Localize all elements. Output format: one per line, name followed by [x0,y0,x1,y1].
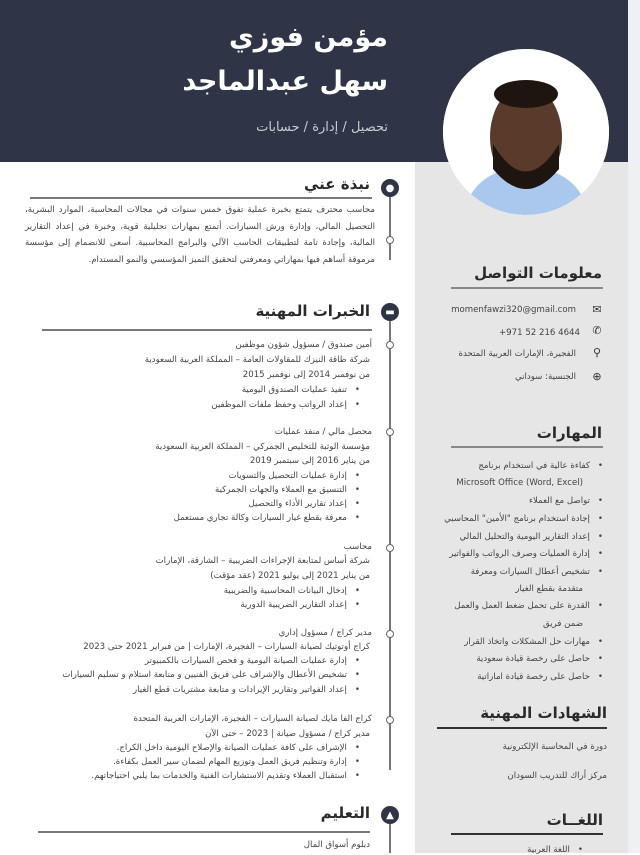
bullet-item: • إدارة وتنظيم فريق العمل وتوزيع المهام لضمان سير العمل بكفاءة. [113,757,360,767]
skill-item: • القدرة على تحمل ضغط العمل والعمل [454,601,603,611]
date-range: من يناير 2021 إلى يوليو 2021 (عقد مؤقت) [210,571,370,581]
divider [451,833,603,835]
certification-item: دورة في المحاسبة الإلكترونية [502,742,607,752]
timeline-dot [386,544,394,552]
bullet-item: • إعداد الرواتب وحفظ ملفات الموظفين [211,400,360,410]
timeline-line [389,195,391,260]
skill-item: • حاصل على رخصة قيادة سعودية [476,654,603,664]
timeline-line [389,823,391,853]
company: شركة طاقة النيزك للمقاولات العامة – المملكة العربية السعودية [144,355,370,365]
bullet-item: • استقبال العملاء وتقديم الاستشارات الفنية والخدمات بما يلبي احتياجاتهم. [91,771,360,781]
date-range: من نوفمبر 2014 إلى نوفمبر 2015 [242,370,370,380]
divider [451,287,603,289]
about-title: نبذة عني [303,175,370,193]
job-title: مدير كراج / مسؤول إداري [278,628,372,638]
job-title: محصل مالي / منفذ عمليات [274,427,372,437]
divider [451,446,603,448]
bullet-item: • معرفة بقطع غيار السيارات وكالة تجاري مستعمل [174,513,360,523]
date-range: من يناير 2016 إلى سبتمبر 2019 [249,456,370,466]
bullet-item: • إدارة عمليات الصيانة اليومية و فحص السيارات بالكمبيوتر [145,656,360,666]
skill-item: • إجادة استخدام برنامج "الأمين" المحاسبي [444,514,603,524]
bullet-item: • إعداد الفواتير وتقارير الإيرادات و متابعة مشتريات قطع الغيار [133,685,360,695]
certification-item: مركز أراك للتدريب السودان [507,771,607,781]
profile-photo [443,49,609,215]
skill-item-continued: Microsoft Office (Word, Excel) [456,478,583,488]
bullet-item: • إدخال البيانات المحاسبية والضريبية [224,586,360,596]
location-pin-icon: ⚲ [592,346,602,359]
skill-item: • مهارات حل المشكلات واتخاذ القرار [464,637,603,647]
contact-title: معلومات التواصل [474,264,602,282]
job-title: مدير كراج / مسؤول صيانة | 2023 – حتى الآن [205,729,370,739]
graduation-cap-icon: ▲ [381,806,399,824]
job-title: أمين صندوق / مسؤول شؤون موظفين [235,340,372,350]
first-name: مؤمن فوزي [229,22,388,53]
about-text: محاسب محترف يتمتع بخبرة عملية تفوق خمس سنوات في مجالات المحاسبة، الموارد البشرية، التحصيل المالي، وإدارة ورش السيارات. أتمتع بمهارات تحليلية قوية، وخبرة في إعداد التقارير المالية، وإجادة تامة لتطبيقات الحاسب الآلي والبرامج المحاسبية. أسعى للانضمام إلى مؤسسة مرموقة أساهم فيها بمهاراتي ومعرفتي لتحقيق التميز المؤسسي والنمو المستدام. [25,205,375,265]
bullet-item: • إدارة عمليات التحصيل والتسويات [229,471,360,481]
briefcase-icon: ▬ [381,303,399,321]
skills-title: المهارات [536,424,602,442]
timeline-dot [386,630,394,638]
divider [30,197,372,199]
job-title: محاسب [343,542,372,552]
company: كراج الفا مايك لصيانة السيارات – الفجيرة، الإمارات العربية المتحدة [133,714,372,724]
divider [437,727,607,729]
skill-item: • تواصل مع العملاء [529,496,603,506]
contact-nationality: الجنسية: سوداني [514,372,576,382]
experience-title: الخبرات المهنية [255,302,370,320]
skill-item: • إعداد التقارير اليومية والتحليل المالي [459,532,603,542]
education-item: دبلوم أسواق المال [303,840,370,850]
skill-item: • تشخيص أعطال السيارات ومعرفة [471,567,603,577]
skill-item-continued: ضمن فريق [543,619,583,629]
contact-email[interactable]: momenfawzi320@gmail.com [451,305,576,315]
last-name: سهل عبدالماجد [182,66,388,97]
bullet-item: • تشخيص الأعطال والإشراف على فريق الفنيين و متابعة استلام و تسليم السيارات [62,670,360,680]
skill-item-continued: متقدمة بقطع الغيار [515,584,583,594]
timeline-dot [386,716,394,724]
skill-item: • حاصل على رخصة قيادة اماراتية [477,672,603,682]
company: كراج أوتوتيك لصيانة السيارات – الفجيرة، الإمارات | من فبراير 2021 حتى 2023 [83,642,370,652]
contact-location: الفجيرة، الإمارات العربية المتحدة [458,349,576,359]
language-item: • اللغة العربية [527,845,583,855]
bullet-item: • التنسيق مع العملاء والجهات الجمركية [215,485,360,495]
timeline-dot [386,341,394,349]
globe-icon: ⊕ [592,370,602,383]
job-subtitle: تحصيل / إدارة / حسابات [256,120,388,135]
contact-phone[interactable]: +971 52 216 4644 [498,328,580,338]
divider [42,329,372,331]
timeline-dot [386,428,394,436]
languages-title: اللغــات [546,811,603,829]
phone-icon: ✆ [592,324,602,337]
company: شركة أساس لمتابعة الإجراءات الضريبية – الشارقة، الإمارات [155,556,370,566]
certifications-title: الشهادات المهنية [480,704,607,722]
bullet-item: • الإشراف على كافة عمليات الصيانة والإصلاح اليومية داخل الكراج. [117,743,360,753]
education-title: التعليم [320,804,370,822]
bullet-item: • إعداد تقارير الأداء والتحصيل [248,499,360,509]
envelope-icon: ✉ [592,303,602,316]
user-icon: ● [381,179,399,197]
bullet-item: • إعداد التقارير الضريبية الدورية [240,600,360,610]
company: مؤسسة الوثبة للتخليص الجمركي – المملكة العربية السعودية [155,442,370,452]
page-edge [628,0,640,853]
timeline-dot [386,236,394,244]
skill-item: • إدارة العمليات وصرف الرواتب والفواتير [449,549,603,559]
skill-item: • كفاءة عالية في استخدام برنامج [478,461,603,471]
bullet-item: • تنفيذ عمليات الصندوق اليومية [242,385,360,395]
divider [38,831,370,833]
